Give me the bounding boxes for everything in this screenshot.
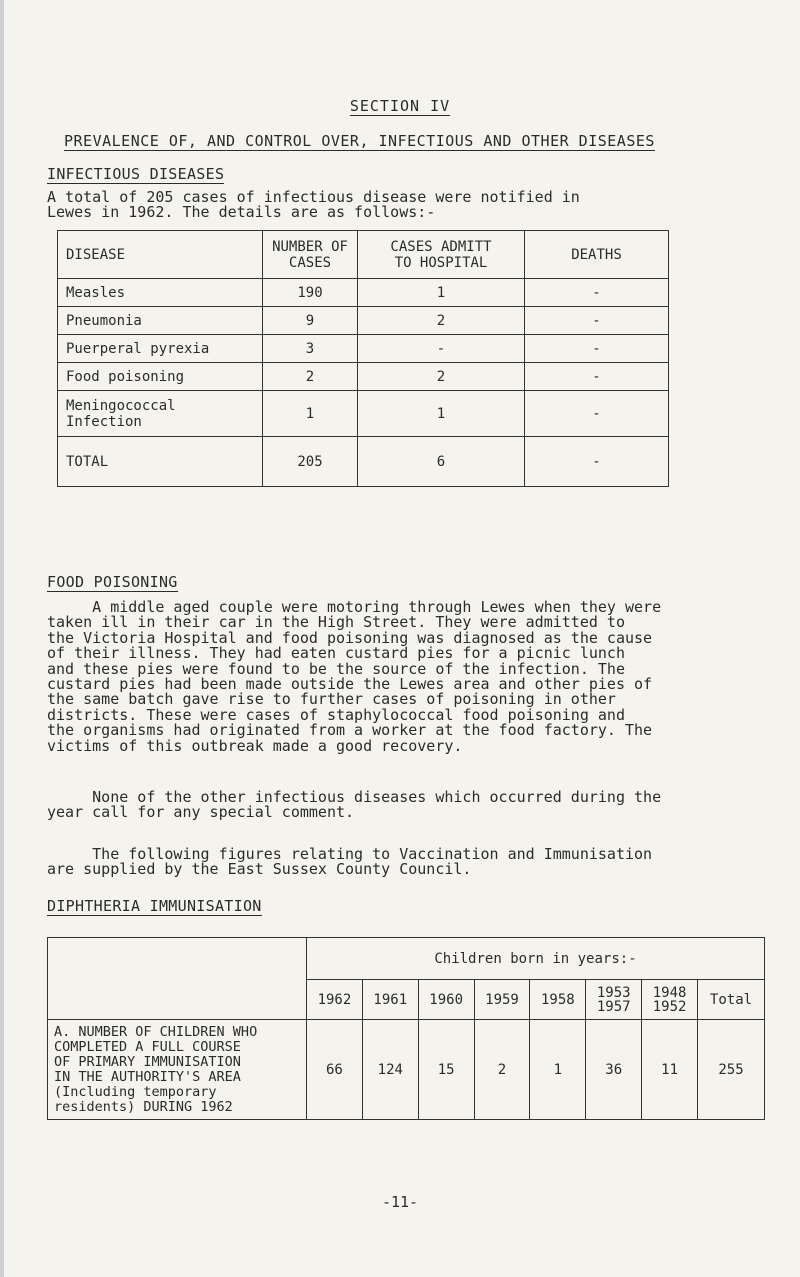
- infectious-intro: A total of 205 cases of infectious disease were notified in Lewes in 1962. The details are as follows:-: [47, 188, 580, 222]
- table-row: [58, 391, 669, 437]
- table-row: [58, 307, 669, 335]
- deaths-value: -: [525, 391, 669, 437]
- header-deaths: DEATHS: [525, 231, 669, 279]
- page-number: -11-: [381, 1193, 419, 1211]
- year-header: 1959: [474, 980, 530, 1020]
- value-1962: 66: [307, 1020, 363, 1120]
- table-row-total: [58, 437, 669, 487]
- year-header: 1958: [530, 980, 586, 1020]
- total-cases: 205: [263, 437, 358, 487]
- header-disease: DISEASE: [58, 231, 263, 279]
- empty-corner: [48, 938, 307, 1020]
- total-label: TOTAL: [58, 437, 263, 487]
- year-header: 1961: [362, 980, 418, 1020]
- food-poisoning-paragraph: A middle aged couple were motoring through Lewes when they were taken ill in their car in the High Street. They were admitted to the Victoria Hospital and food poisoning was diagnosed as the cause of their illness. They had eaten custard pies for a picnic lunch and these pies were found to be the source of the infection. The custard pies had been made outside the Lewes area and other pies of the same batch gave rise to further cases of poisoning in other districts. These were cases of staphylococcal food poisoning and the organisms had originated from a worker at the food factory. The victims of this outbreak made a good recovery.: [47, 598, 662, 755]
- header-admitted: CASES ADMITT TO HOSPITAL: [358, 231, 525, 279]
- disease-table-header: [58, 231, 669, 279]
- figures-paragraph: The following figures relating to Vaccination and Immunisation are supplied by the East Sussex County Council.: [47, 845, 653, 879]
- admitted-value: 1: [358, 279, 525, 307]
- admitted-value: -: [358, 335, 525, 363]
- header-number-of-cases: NUMBER OF CASES: [263, 231, 358, 279]
- admitted-value: 2: [358, 307, 525, 335]
- disease-name: Puerperal pyrexia: [58, 335, 263, 363]
- section-title: SECTION IV: [349, 97, 451, 115]
- admitted-value: 1: [358, 391, 525, 437]
- disease-table: [57, 230, 669, 487]
- cases-value: 9: [263, 307, 358, 335]
- deaths-value: -: [525, 363, 669, 391]
- total-deaths: -: [525, 437, 669, 487]
- disease-name: Meningococcal Infection: [58, 391, 263, 437]
- other-diseases-paragraph: None of the other infectious diseases which occurred during the year call for any special comment.: [47, 788, 662, 822]
- cases-value: 190: [263, 279, 358, 307]
- year-header: 1962: [307, 980, 363, 1020]
- value-1959: 2: [474, 1020, 530, 1120]
- value-1953-1957: 36: [586, 1020, 642, 1120]
- disease-name: Measles: [58, 279, 263, 307]
- year-header: 1948 1952: [642, 980, 698, 1020]
- children-born-header: Children born in years:-: [307, 938, 765, 980]
- value-1948-1952: 11: [642, 1020, 698, 1120]
- value-1960: 15: [418, 1020, 474, 1120]
- immunisation-group-header: [48, 938, 765, 980]
- value-1958: 1: [530, 1020, 586, 1120]
- row-label: A. NUMBER OF CHILDREN WHO COMPLETED A FULL COURSE OF PRIMARY IMMUNISATION IN THE AUTHORITY'S AREA (Including temporary residents) DURING 1962: [48, 1020, 307, 1120]
- scan-edge: [0, 0, 4, 1277]
- year-header: 1960: [418, 980, 474, 1020]
- cases-value: 2: [263, 363, 358, 391]
- table-row: [48, 1020, 765, 1120]
- table-row: [58, 335, 669, 363]
- food-poisoning-heading: FOOD POISONING: [47, 573, 178, 591]
- disease-name: Pneumonia: [58, 307, 263, 335]
- infectious-diseases-heading: INFECTIOUS DISEASES: [47, 165, 225, 183]
- deaths-value: -: [525, 279, 669, 307]
- diphtheria-heading: DIPHTHERIA IMMUNISATION: [47, 897, 262, 915]
- cases-value: 3: [263, 335, 358, 363]
- deaths-value: -: [525, 307, 669, 335]
- value-total: 255: [698, 1020, 765, 1120]
- total-admitted: 6: [358, 437, 525, 487]
- deaths-value: -: [525, 335, 669, 363]
- cases-value: 1: [263, 391, 358, 437]
- main-heading: PREVALENCE OF, AND CONTROL OVER, INFECTIOUS AND OTHER DISEASES: [64, 132, 655, 150]
- table-row: [58, 363, 669, 391]
- year-header-total: Total: [698, 980, 765, 1020]
- immunisation-table: [47, 937, 765, 1120]
- table-row: [58, 279, 669, 307]
- value-1961: 124: [362, 1020, 418, 1120]
- admitted-value: 2: [358, 363, 525, 391]
- year-header: 1953 1957: [586, 980, 642, 1020]
- disease-name: Food poisoning: [58, 363, 263, 391]
